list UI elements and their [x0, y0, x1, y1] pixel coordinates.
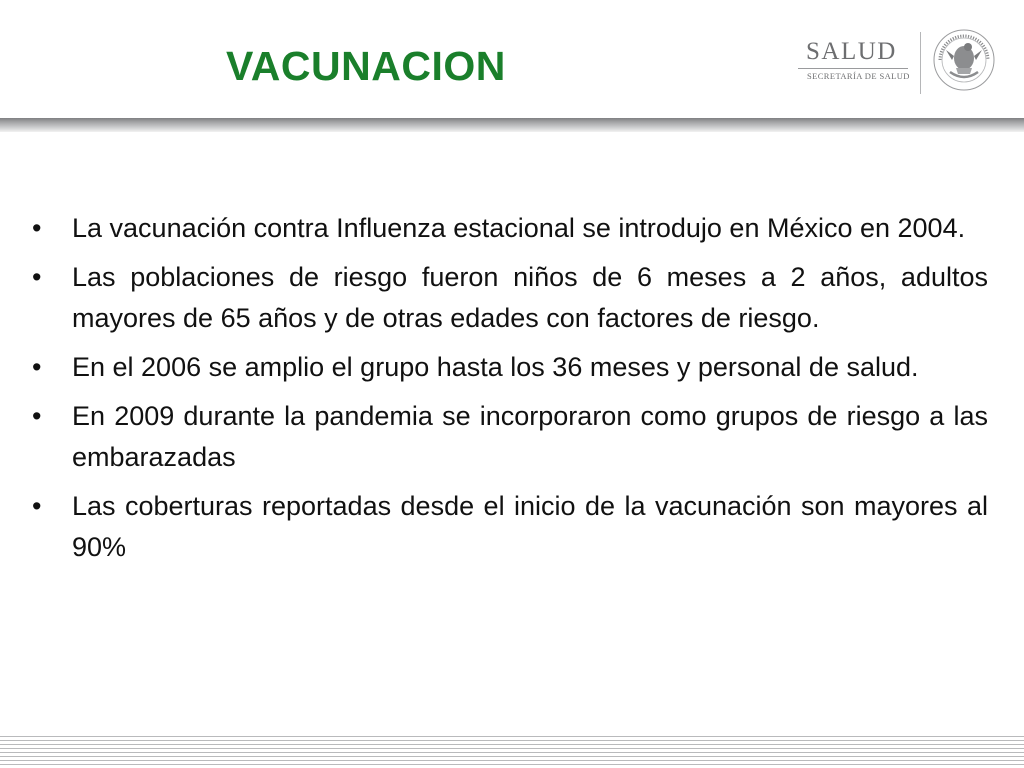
slide-header: [0, 0, 1024, 120]
header-separator-band: [0, 118, 1024, 132]
logo-subtitle: SECRETARÍA DE SALUD: [807, 71, 910, 81]
bullet-text: Las poblaciones de riesgo fueron niños de 6 meses a 2 años, adultos mayores de 65 años y de otras edades con factores de riesgo.: [72, 262, 988, 333]
slide-body: [30, 208, 988, 576]
bullet-item: [30, 208, 988, 249]
bullet-icon: •: [32, 262, 42, 292]
bullet-list: [30, 208, 988, 568]
bullet-text: En 2009 durante la pandemia se incorporaron como grupos de riesgo a las embarazadas: [72, 401, 988, 472]
bullet-icon: •: [32, 213, 42, 243]
bullet-icon: •: [32, 352, 42, 382]
bullet-item: [30, 396, 988, 478]
bullet-item: [30, 486, 988, 568]
bullet-icon: •: [32, 491, 42, 521]
logo-divider: [920, 32, 921, 94]
bullet-text: Las coberturas reportadas desde el inicio de la vacunación son mayores al 90%: [72, 491, 988, 562]
logo-salud-text: SALUD: [806, 38, 897, 65]
salud-logo: [792, 28, 1004, 98]
bullet-text: En el 2006 se amplio el grupo hasta los 36 meses y personal de salud.: [72, 352, 919, 382]
bullet-text: La vacunación contra Influenza estacional se introdujo en México en 2004.: [72, 213, 966, 243]
slide-title: VACUNACION: [226, 43, 506, 89]
bullet-item: [30, 347, 988, 388]
logo-rule: [798, 68, 908, 69]
bullet-icon: •: [32, 401, 42, 431]
coat-of-arms-seal-icon: [932, 28, 996, 92]
footer-striped-band: [0, 736, 1024, 768]
bullet-item: [30, 257, 988, 339]
